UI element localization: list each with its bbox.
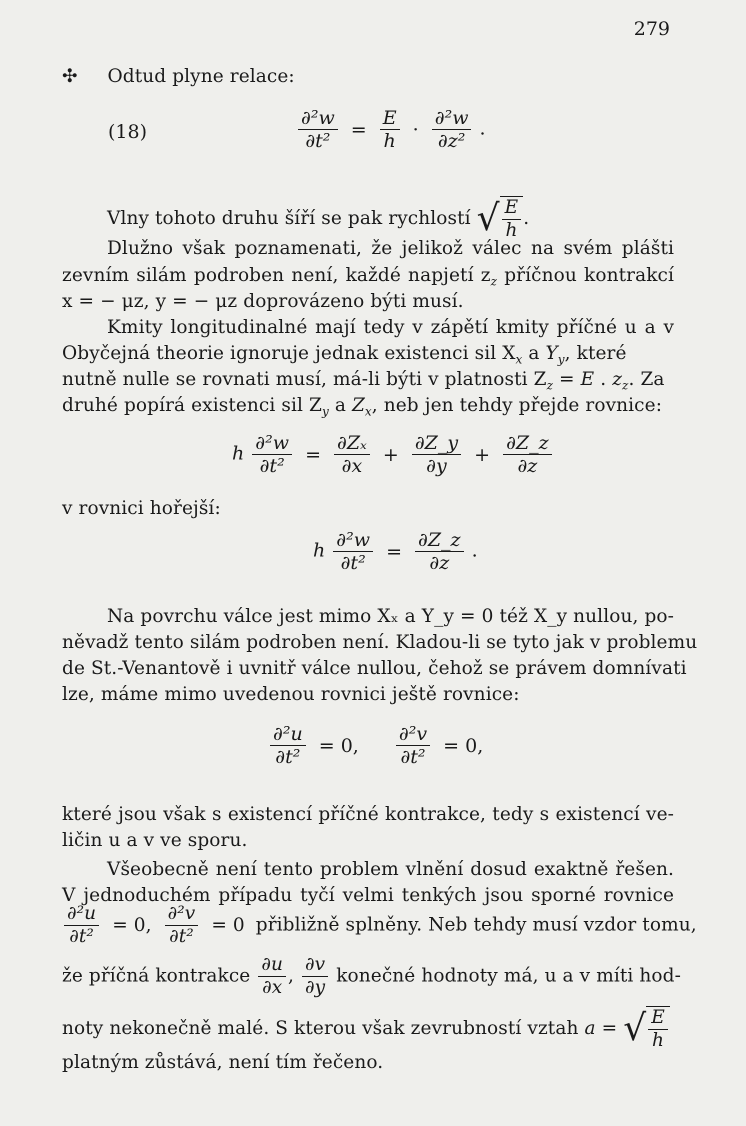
- line-upper-equation: v rovnici hořejší:: [62, 498, 221, 519]
- paragraph-1-line-1: Dlužno však poznamenati, že jelikož válec na svém plášti: [107, 238, 674, 259]
- intro-text: Odtud plyne relace:: [107, 66, 295, 87]
- paragraph-3-line-1: Na povrchu válce jest mimo Xₓ a Y_y = 0 též X_y nullou, po-: [107, 606, 674, 627]
- paragraph-3-line-4: lze, máme mimo uvedenou rovnici ještě rovnice:: [62, 684, 520, 705]
- paragraph-5-line-1: Všeobecně není tento problem vlnění dosud exaktně řešen.: [107, 859, 674, 880]
- paragraph-5-line-2: V jednoduchém případu tyčí velmi tenkých jsou sporné rovnice: [62, 885, 674, 906]
- equation-18: $\frac{\text{∂²w}}{\text{∂t²}}$ = $\frac{E}{h}$ · $\frac{\text{∂²w}}{\text{∂z²}}$ .: [296, 107, 486, 152]
- paragraph-3-line-2: něvadž tento silám podroben není. Kladou-li se tyto jak v problemu: [62, 632, 698, 653]
- paragraph-1-line-3: x = − μz, y = − μz doprovázeno býti musí.: [62, 291, 464, 312]
- line-intro: [62, 64, 674, 90]
- sqrt-expression: √ $\frac{E}{h}$: [477, 196, 524, 242]
- paragraph-3-line-3: de St.-Venantově i uvnitř válce nullou, čehož se právem domnívati: [62, 658, 687, 679]
- paragraph-2-line-3: nutně nulle se rovnati musí, má-li býti v platnosti $Z_z = E$ . $z_z$. Za: [62, 369, 665, 393]
- equation-number: (18): [108, 121, 148, 143]
- equation-3: h $\frac{\text{∂²w}}{\text{∂t²}}$ = $\frac{\partial Z\_z}{\partial z}$ .: [313, 529, 478, 574]
- page-number: 279: [633, 18, 670, 40]
- paragraph-2-line-4: druhé popírá existenci sil $Z_y$ a $Z_x$, neb jen tehdy přejde rovnice:: [62, 395, 663, 419]
- line-speed: Vlny tohoto druhu šíří se pak rychlostí √ $\frac{E}{h}$ .: [107, 197, 530, 241]
- line-final-2: platným zůstává, není tím řečeno.: [62, 1052, 384, 1073]
- paragraph-1-line-2: zevním silám podroben není, každé napjetí $z_z$ příčnou kontrakcí: [62, 265, 674, 289]
- equation-2: h $\frac{\text{∂²w}}{\text{∂t²}}$ = $\frac{\text{∂Zₓ}}{\partial x}$ + $\frac{\partial Z\_y}{\partial y}$ + $\frac{\partial Z\_z}{\partial z}$: [232, 432, 554, 477]
- line-contraction: že příčná kontrakce $\frac{\partial u}{\partial x}$ , $\frac{\partial v}{\partial y}$ konečné hodnoty má, u a v míti hod-: [62, 954, 681, 998]
- paragraph-2-line-2: Obyčejná theorie ignoruje jednak existenci sil $X_x$ a $Y_y$, které: [62, 343, 627, 367]
- line-final-1: noty nekonečně malé. S kterou však zevrubností vztah a = √ $\frac{E}{h}$: [62, 1006, 674, 1052]
- paragraph-4-line-2: ličin u a v ve sporu.: [62, 830, 248, 851]
- sqrt-expression-final: √ $\frac{E}{h}$: [623, 1006, 670, 1052]
- paragraph-2-line-1: Kmity longitudinalné mají tedy v zápětí kmity příčné u a v: [107, 317, 674, 338]
- paragraph-4-line-1: které jsou však s existencí příčné kontrakce, tedy s existencí ve-: [62, 804, 674, 825]
- equation-4: $\frac{\text{∂²u}}{\text{∂t²}}$ = 0, $\frac{\text{∂²v}}{\text{∂t²}}$ = 0,: [268, 723, 488, 768]
- ornament-icon: ✣: [62, 66, 78, 87]
- line-approximation: $\frac{\text{∂²u}}{\text{∂t²}}$ = 0, $\frac{\text{∂²v}}{\text{∂t²}}$ = 0 přibližně splněny. Neb tehdy musí vzdor tomu,: [62, 903, 674, 948]
